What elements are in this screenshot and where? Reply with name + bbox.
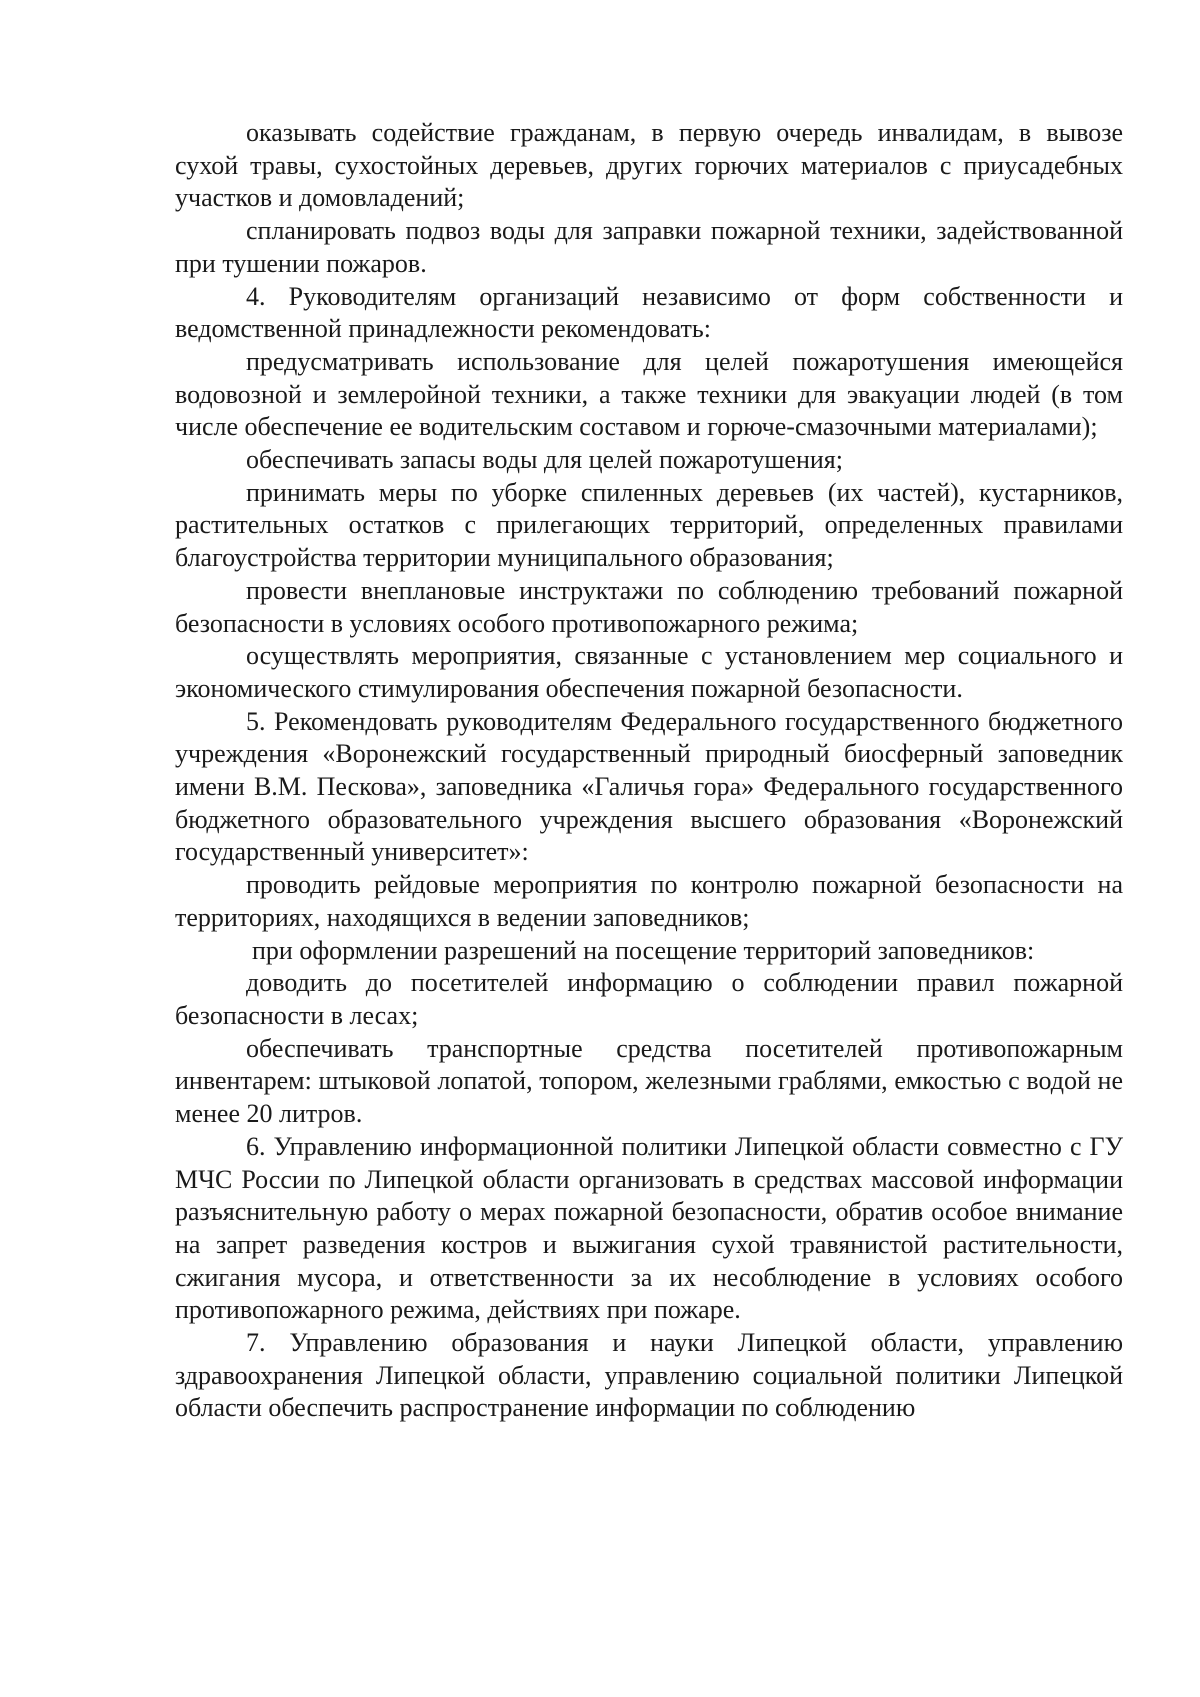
paragraph-raids: проводить рейдовые мероприятия по контролю пожарной безопасности на территориях, находящихся в ведении заповедников; (175, 870, 1123, 932)
paragraph-incentives: осуществлять мероприятия, связанные с установлением мер социального и экономического стимулирования обеспечения пожарной безопасности. (175, 641, 1123, 703)
paragraph-item-5: 5. Рекомендовать руководителям Федерального государственного бюджетного учреждения «Воронежский государственный природный биосферный заповедник имени В.М. Пескова», заповедника «Галичья гора» Федерального государственного бюджетного образовательного учреждения высшего образования «Воронежский государственный университет»: (175, 706, 1123, 867)
paragraph-item-4: 4. Руководителям организаций независимо от форм собственности и ведомственной принадлежности рекомендовать: (175, 281, 1123, 344)
paragraph-water-supply: спланировать подвоз воды для заправки пожарной техники, задействованной при тушении пожаров. (175, 216, 1123, 278)
paragraph-briefings: провести внеплановые инструктажи по соблюдению требований пожарной безопасности в условиях особого противопожарного режима; (175, 575, 1123, 638)
paragraph-item-7: 7. Управлению образования и науки Липецкой области, управлению здравоохранения Липецкой области, управлению социальной политики Липецкой области обеспечить распространение информации по соблюдению (175, 1328, 1123, 1423)
paragraph-cleanup-trees: принимать меры по уборке спиленных деревьев (их частей), кустарников, растительных остатков с прилегающих территорий, определенных правилами благоустройства территории муниципального образования; (175, 477, 1123, 573)
paragraph-inform-visitors: доводить до посетителей информацию о соблюдении правил пожарной безопасности в лесах; (175, 968, 1123, 1030)
paragraph-item-6: 6. Управлению информационной политики Липецкой области совместно с ГУ МЧС России по Липецкой области организовать в средствах массовой информации разъяснительную работу о мерах пожарной безопасности, обратив особое внимание на запрет разведения костров и выжигания сухой травянистой растительности, сжигания мусора, и ответственности за их несоблюдение в условиях особого противопожарного режима, действиях при пожаре. (175, 1131, 1123, 1325)
paragraph-vehicle-equipment: обеспечивать транспортные средства посетителей противопожарным инвентарем: штыковой лопатой, топором, железными граблями, емкостью с водой не менее 20 литров. (175, 1033, 1123, 1129)
paragraph-use-equipment: предусматривать использование для целей пожаротушения имеющейся водовозной и землеройной техники, а также техники для эвакуации людей (в том числе обеспечение ее водительским составом и горюче-смазочными материалами); (175, 346, 1123, 442)
paragraph-assist-citizens: оказывать содействие гражданам, в первую очередь инвалидам, в вывозе сухой травы, сухостойных деревьев, других горючих материалов с приусадебных участков и домовладений; (175, 118, 1123, 213)
paragraph-water-reserves: обеспечивать запасы воды для целей пожаротушения; (246, 445, 843, 475)
document-page (175, 117, 1123, 1425)
paragraph-permits: при оформлении разрешений на посещение территорий заповедников: (252, 935, 1035, 965)
